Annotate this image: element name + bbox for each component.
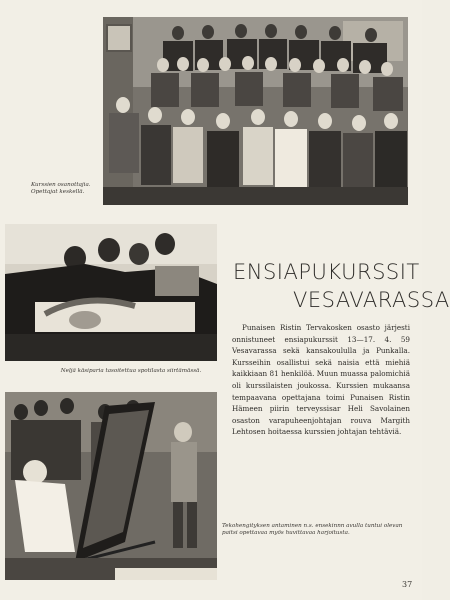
article-body: Punaisen Ristin Tervakosken osasto järjesti onnistuneet ensiapukurssit 13—17. 4. 59 Vesavarassa sekä kansakoululla ja Punkalla. Kursseihin osallistui sekä naisia että miehiä kaikkiaan 81 henkilöä. Muun muassa palomichiä oli kurssilaisten joukossa. Kurssien mukaansa tempaavana opettajana toimi Punaisen Ristin Hämeen piirin terveyssisar Heli Savolainen osaston varapuheenjohtajan rouva Margith Lehtosen hoitaessa kurssien johtajan tehtäviä.	[232, 323, 410, 437]
article-title-line-1: ENSIAPUKURSSIT	[233, 260, 420, 284]
frame-photo	[5, 392, 217, 580]
article-title	[233, 260, 450, 312]
stretcher-photo	[5, 224, 217, 361]
frame-photo-caption: Tekohengityksen antaminen n.s. ensekinnn avulla tuntui olevan paitsi opettavaa myös huvittavaa harjoitusta.	[222, 523, 403, 536]
stretcher-carry-photo-image	[5, 224, 217, 361]
page-number: 37	[402, 580, 413, 589]
stretcher-photo-caption: Neljä käsiparia tasoitettua spotilasta siirtämässä.	[60, 368, 202, 374]
group-photo-image	[103, 17, 408, 205]
group-photo	[103, 17, 408, 205]
article-title-line-2: VESAVARASSA	[293, 288, 450, 312]
group-photo-caption: Kurssien osanottajia. Opettajat keskellä.	[31, 182, 91, 195]
stretcher-frame-photo-image	[5, 392, 217, 580]
